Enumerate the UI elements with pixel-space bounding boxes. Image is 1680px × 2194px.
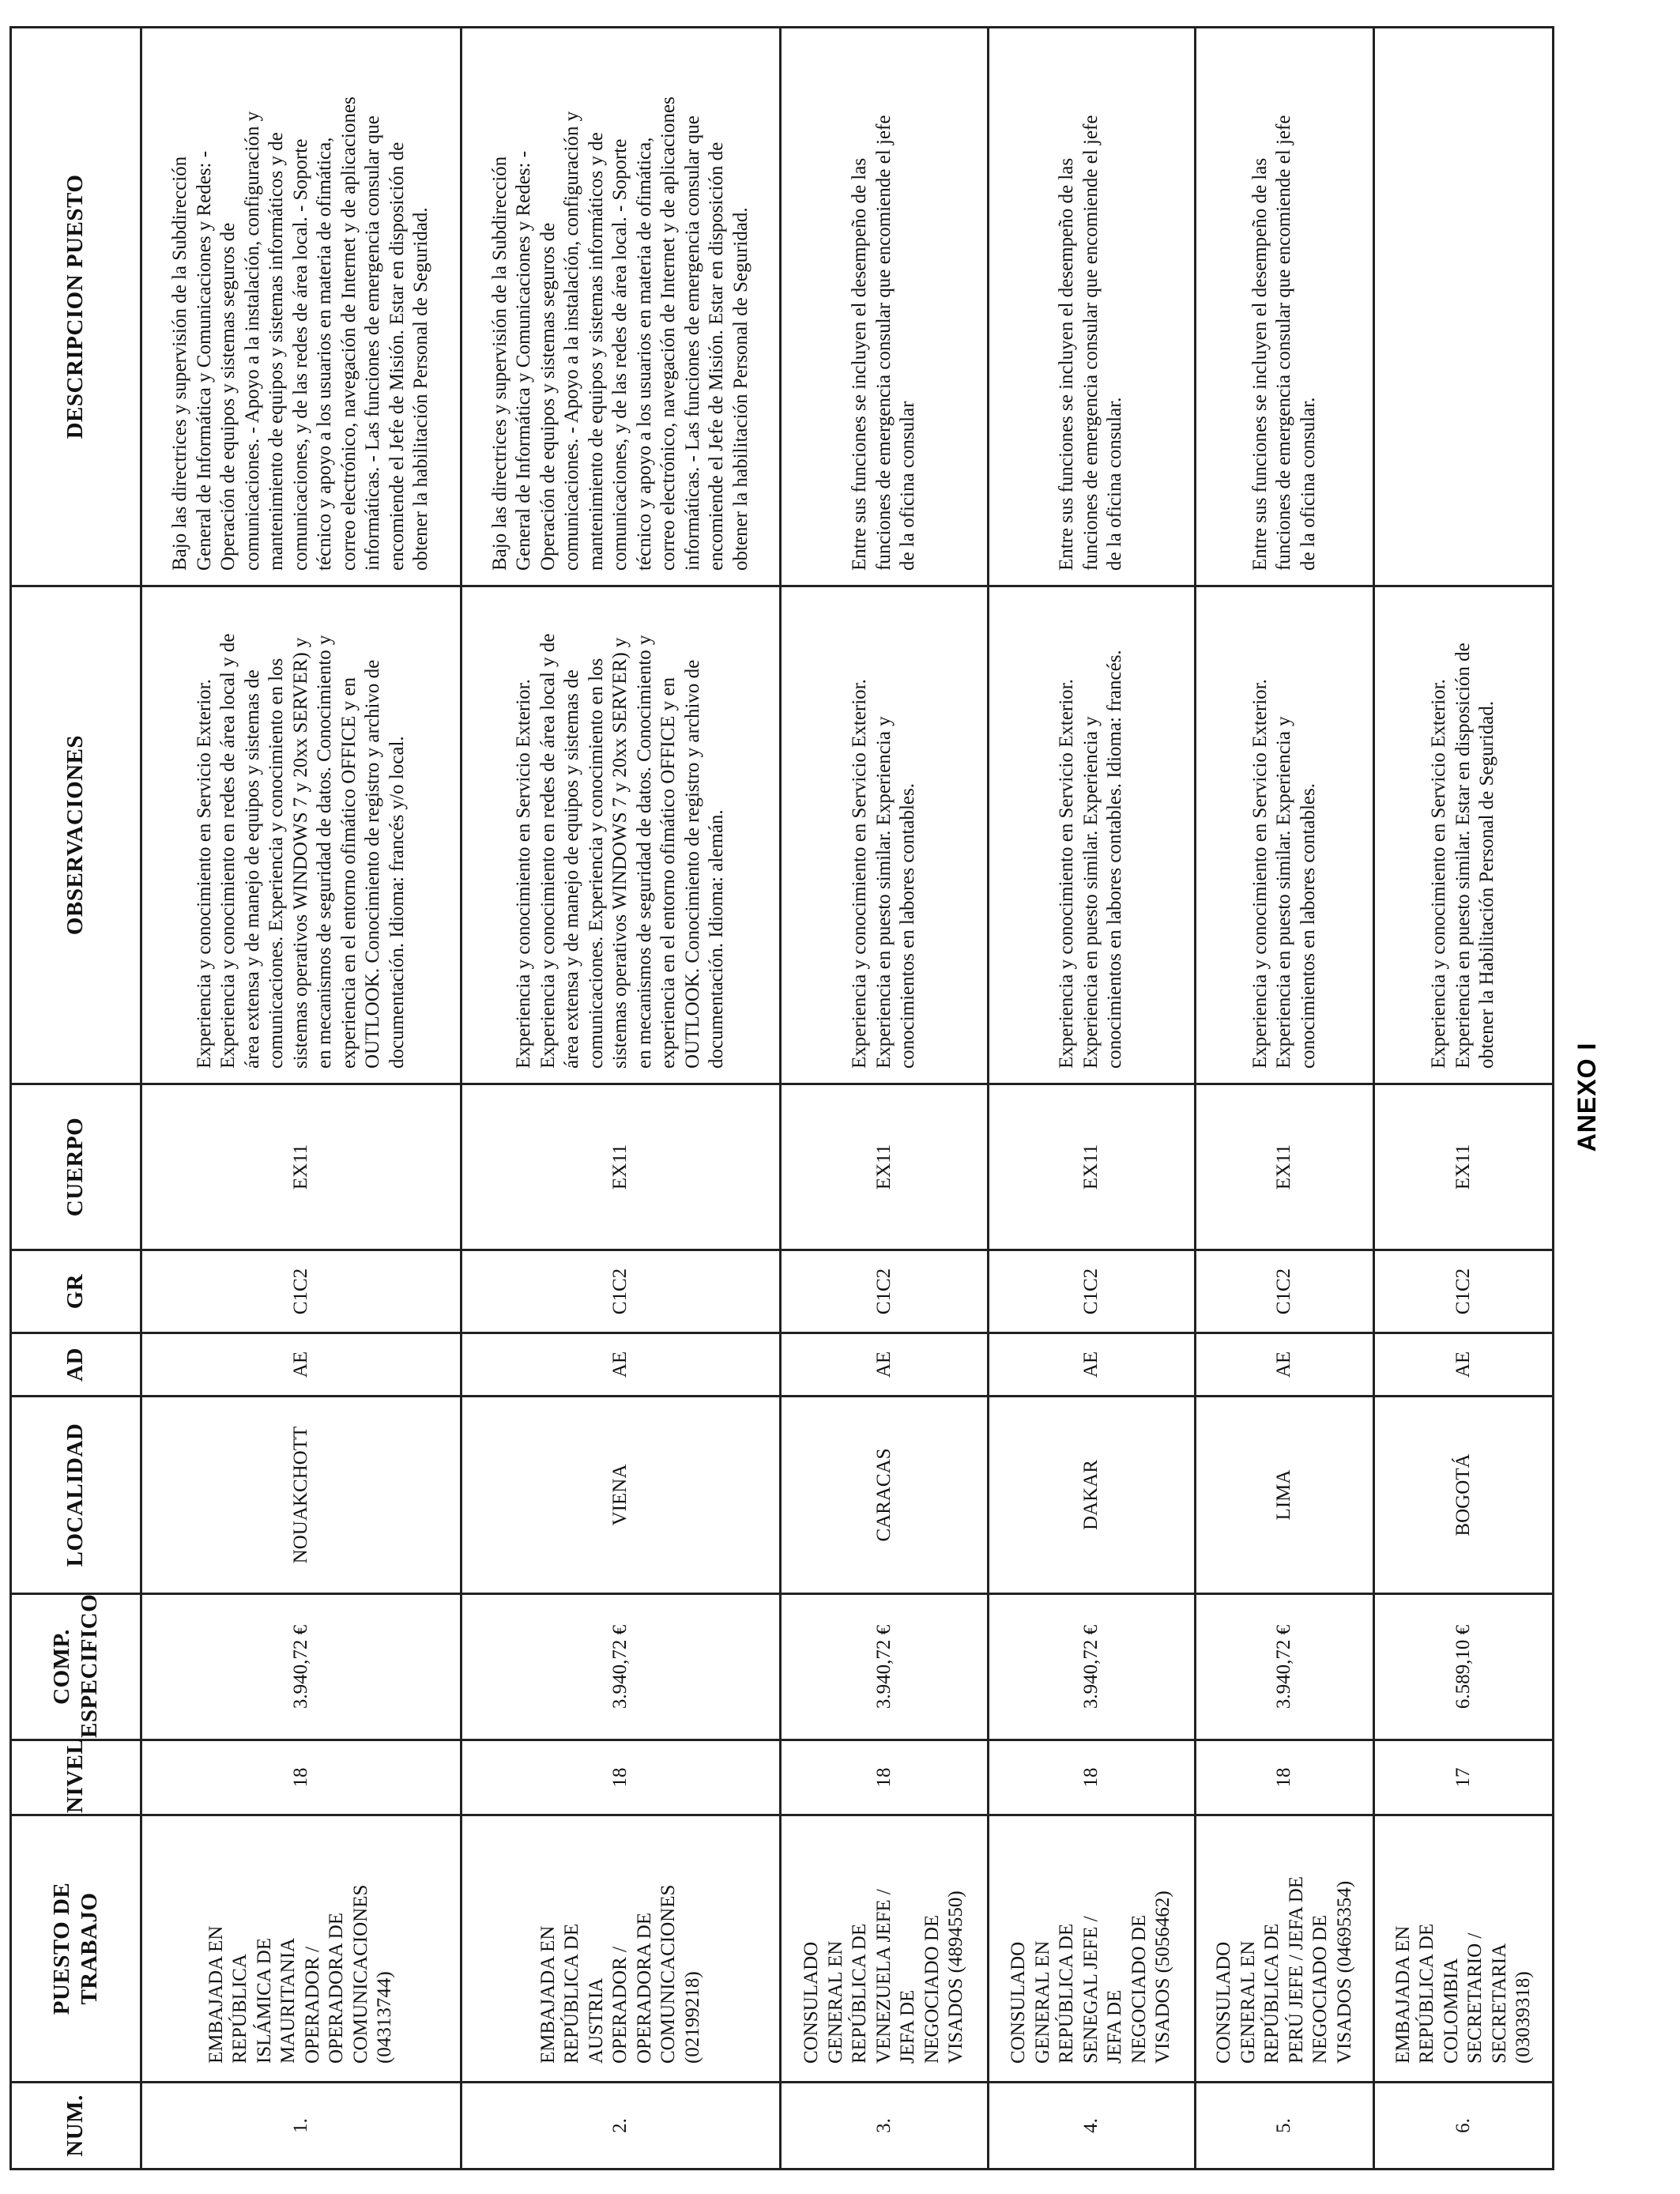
- cell-puesto: EMBAJADA EN REPÚBLICA DE AUSTRIA OPERADOR / OPERADORA DE COMUNICACIONES (02199218): [461, 1815, 781, 2083]
- cell-num: 4.: [988, 2083, 1195, 2169]
- cell-ad: AE: [141, 1333, 461, 1397]
- table-row: [781, 28, 988, 2169]
- cell-localidad: BOGOTÁ: [1374, 1397, 1554, 1594]
- cell-gr: C1C2: [461, 1250, 781, 1333]
- cell-observaciones: Experiencia y conocimiento en Servicio Exterior. Experiencia en puesto similar. Experiencia y conocimientos en labores contables. Idioma: francés.: [988, 586, 1195, 1084]
- cell-nivel: 18: [988, 1740, 1195, 1815]
- header-gr: GR: [11, 1250, 141, 1333]
- cell-localidad: DAKAR: [988, 1397, 1195, 1594]
- cell-comp: 3.940,72 €: [1195, 1594, 1374, 1740]
- cell-puesto: EMBAJADA EN REPÚBLICA ISLÁMICA DE MAURITANIA OPERADOR / OPERADORA DE COMUNICACIONES (04313744): [141, 1815, 461, 2083]
- cell-ad: AE: [1374, 1333, 1554, 1397]
- cell-observaciones: Experiencia y conocimiento en Servicio Exterior. Experiencia y conocimiento en redes de área local y de área extensa y de manejo de equipos y sistemas de comunicaciones. Experiencia y conocimiento en los sistemas operativos WINDOWS 7 y 20xx SERVER) y en mecanismos de seguridad de datos. Conocimiento y experiencia en el entorno ofimático OFFICE y en OUTLOOK. Conocimiento de registro y archivo de documentación. Idioma: alemán.: [461, 586, 781, 1084]
- cell-gr: C1C2: [1374, 1250, 1554, 1333]
- cell-localidad: LIMA: [1195, 1397, 1374, 1594]
- cell-comp: 3.940,72 €: [461, 1594, 781, 1740]
- cell-cuerpo: EX11: [1374, 1084, 1554, 1250]
- cell-localidad: NOUAKCHOTT: [141, 1397, 461, 1594]
- cell-nivel: 18: [141, 1740, 461, 1815]
- cell-puesto: EMBAJADA EN REPÚBLICA DE COLOMBIA SECRETARIO / SECRETARIA (03039318): [1374, 1815, 1554, 2083]
- cell-localidad: CARACAS: [781, 1397, 988, 1594]
- header-puesto: PUESTO DE TRABAJO: [11, 1815, 141, 2083]
- cell-ad: AE: [988, 1333, 1195, 1397]
- cell-puesto: CONSULADO GENERAL EN REPÚBLICA DE PERÚ JEFE / JEFA DE NEGOCIADO DE VISADOS (04695354): [1195, 1815, 1374, 2083]
- page-title: ANEXO I: [1573, 1042, 1601, 1152]
- cell-descripcion: [1374, 28, 1554, 586]
- header-observaciones: OBSERVACIONES: [11, 586, 141, 1084]
- cell-cuerpo: EX11: [141, 1084, 461, 1250]
- cell-descripcion: Entre sus funciones se incluyen el desempeño de las funciones de emergencia consular que encomiende el jefe de la oficina consular.: [988, 28, 1195, 586]
- cell-observaciones: Experiencia y conocimiento en Servicio Exterior. Experiencia en puesto similar. Experiencia y conocimientos en labores contables.: [1195, 586, 1374, 1084]
- cell-num: 5.: [1195, 2083, 1374, 2169]
- cell-descripcion: Bajo las directrices y supervisión de la Subdirección General de Informática y Comunicaciones y Redes: - Operación de equipos y sistemas seguros de comunicaciones. - Apoyo a la instalación, configuración y mantenimiento de equipos y sistemas informáticos y de comunicaciones, y de las redes de área local. - Soporte técnico y apoyo a los usuarios en materia de ofimática, correo electrónico, navegación de Internet y de aplicaciones informáticas. - Las funciones de emergencia consular que encomiende el Jefe de Misión. Estar en disposición de obtener la habilitación Personal de Seguridad.: [141, 28, 461, 586]
- cell-num: 1.: [141, 2083, 461, 2169]
- header-row: [11, 28, 141, 2169]
- cell-descripcion: Entre sus funciones se incluyen el desempeño de las funciones de emergencia consular que encomiende el jefe de la oficina consular.: [1195, 28, 1374, 586]
- cell-descripcion: Bajo las directrices y supervisión de la Subdirección General de Informática y Comunicaciones y Redes: - Operación de equipos y sistemas seguros de comunicaciones. - Apoyo a la instalación, configuración y mantenimiento de equipos y sistemas informáticos y de comunicaciones, y de las redes de área local. - Soporte técnico y apoyo a los usuarios en materia de ofimática, correo electrónico, navegación de Internet y de aplicaciones informáticas. - Las funciones de emergencia consular que encomiende el Jefe de Misión. Estar en disposición de obtener la habilitación Personal de Seguridad.: [461, 28, 781, 586]
- anexo-table: [9, 26, 1554, 2170]
- cell-cuerpo: EX11: [1195, 1084, 1374, 1250]
- cell-gr: C1C2: [141, 1250, 461, 1333]
- cell-ad: AE: [1195, 1333, 1374, 1397]
- cell-gr: C1C2: [988, 1250, 1195, 1333]
- header-localidad: LOCALIDAD: [11, 1397, 141, 1594]
- cell-comp: 3.940,72 €: [988, 1594, 1195, 1740]
- cell-puesto: CONSULADO GENERAL EN REPÚBLICA DE SENEGAL JEFE / JEFA DE NEGOCIADO DE VISADOS (5056462): [988, 1815, 1195, 2083]
- cell-cuerpo: EX11: [461, 1084, 781, 1250]
- cell-num: 3.: [781, 2083, 988, 2169]
- cell-ad: AE: [461, 1333, 781, 1397]
- header-nivel: NIVEL: [11, 1740, 141, 1815]
- cell-nivel: 18: [781, 1740, 988, 1815]
- cell-num: 6.: [1374, 2083, 1554, 2169]
- header-cuerpo: CUERPO: [11, 1084, 141, 1250]
- cell-nivel: 17: [1374, 1740, 1554, 1815]
- cell-nivel: 18: [1195, 1740, 1374, 1815]
- cell-num: 2.: [461, 2083, 781, 2169]
- cell-observaciones: Experiencia y conocimiento en Servicio Exterior. Experiencia y conocimiento en redes de área local y de área extensa y de manejo de equipos y sistemas de comunicaciones. Experiencia y conocimiento en los sistemas operativos WINDOWS 7 y 20xx SERVER) y en mecanismos de seguridad de datos. Conocimiento y experiencia en el entorno ofimático OFFICE y en OUTLOOK. Conocimiento de registro y archivo de documentación. Idioma: francés y/o local.: [141, 586, 461, 1084]
- cell-localidad: VIENA: [461, 1397, 781, 1594]
- cell-gr: C1C2: [1195, 1250, 1374, 1333]
- table-row: [988, 28, 1195, 2169]
- header-num: NUM.: [11, 2083, 141, 2169]
- header-comp-especifico: COMP. ESPECIFICO: [11, 1594, 141, 1740]
- cell-gr: C1C2: [781, 1250, 988, 1333]
- header-ad: AD: [11, 1333, 141, 1397]
- cell-descripcion: Entre sus funciones se incluyen el desempeño de las funciones de emergencia consular que encomiende el jefe de la oficina consular: [781, 28, 988, 586]
- table-row: [1195, 28, 1374, 2169]
- cell-nivel: 18: [461, 1740, 781, 1815]
- cell-comp: 6.589,10 €: [1374, 1594, 1554, 1740]
- cell-comp: 3.940,72 €: [141, 1594, 461, 1740]
- cell-comp: 3.940,72 €: [781, 1594, 988, 1740]
- table-row: [461, 28, 781, 2169]
- cell-observaciones: Experiencia y conocimiento en Servicio Exterior. Experiencia en puesto similar. Experiencia y conocimientos en labores contables.: [781, 586, 988, 1084]
- cell-observaciones: Experiencia y conocimiento en Servicio Exterior. Experiencia en puesto similar. Estar en disposición de obtener la Habilitación Personal de Seguridad.: [1374, 586, 1554, 1084]
- cell-cuerpo: EX11: [988, 1084, 1195, 1250]
- table-row: [141, 28, 461, 2169]
- header-descripcion: DESCRIPCION PUESTO: [11, 28, 141, 586]
- table-row: [1374, 28, 1554, 2169]
- cell-cuerpo: EX11: [781, 1084, 988, 1250]
- cell-puesto: CONSULADO GENERAL EN REPÚBLICA DE VENEZUELA JEFE / JEFA DE NEGOCIADO DE VISADOS (4894550): [781, 1815, 988, 2083]
- cell-ad: AE: [781, 1333, 988, 1397]
